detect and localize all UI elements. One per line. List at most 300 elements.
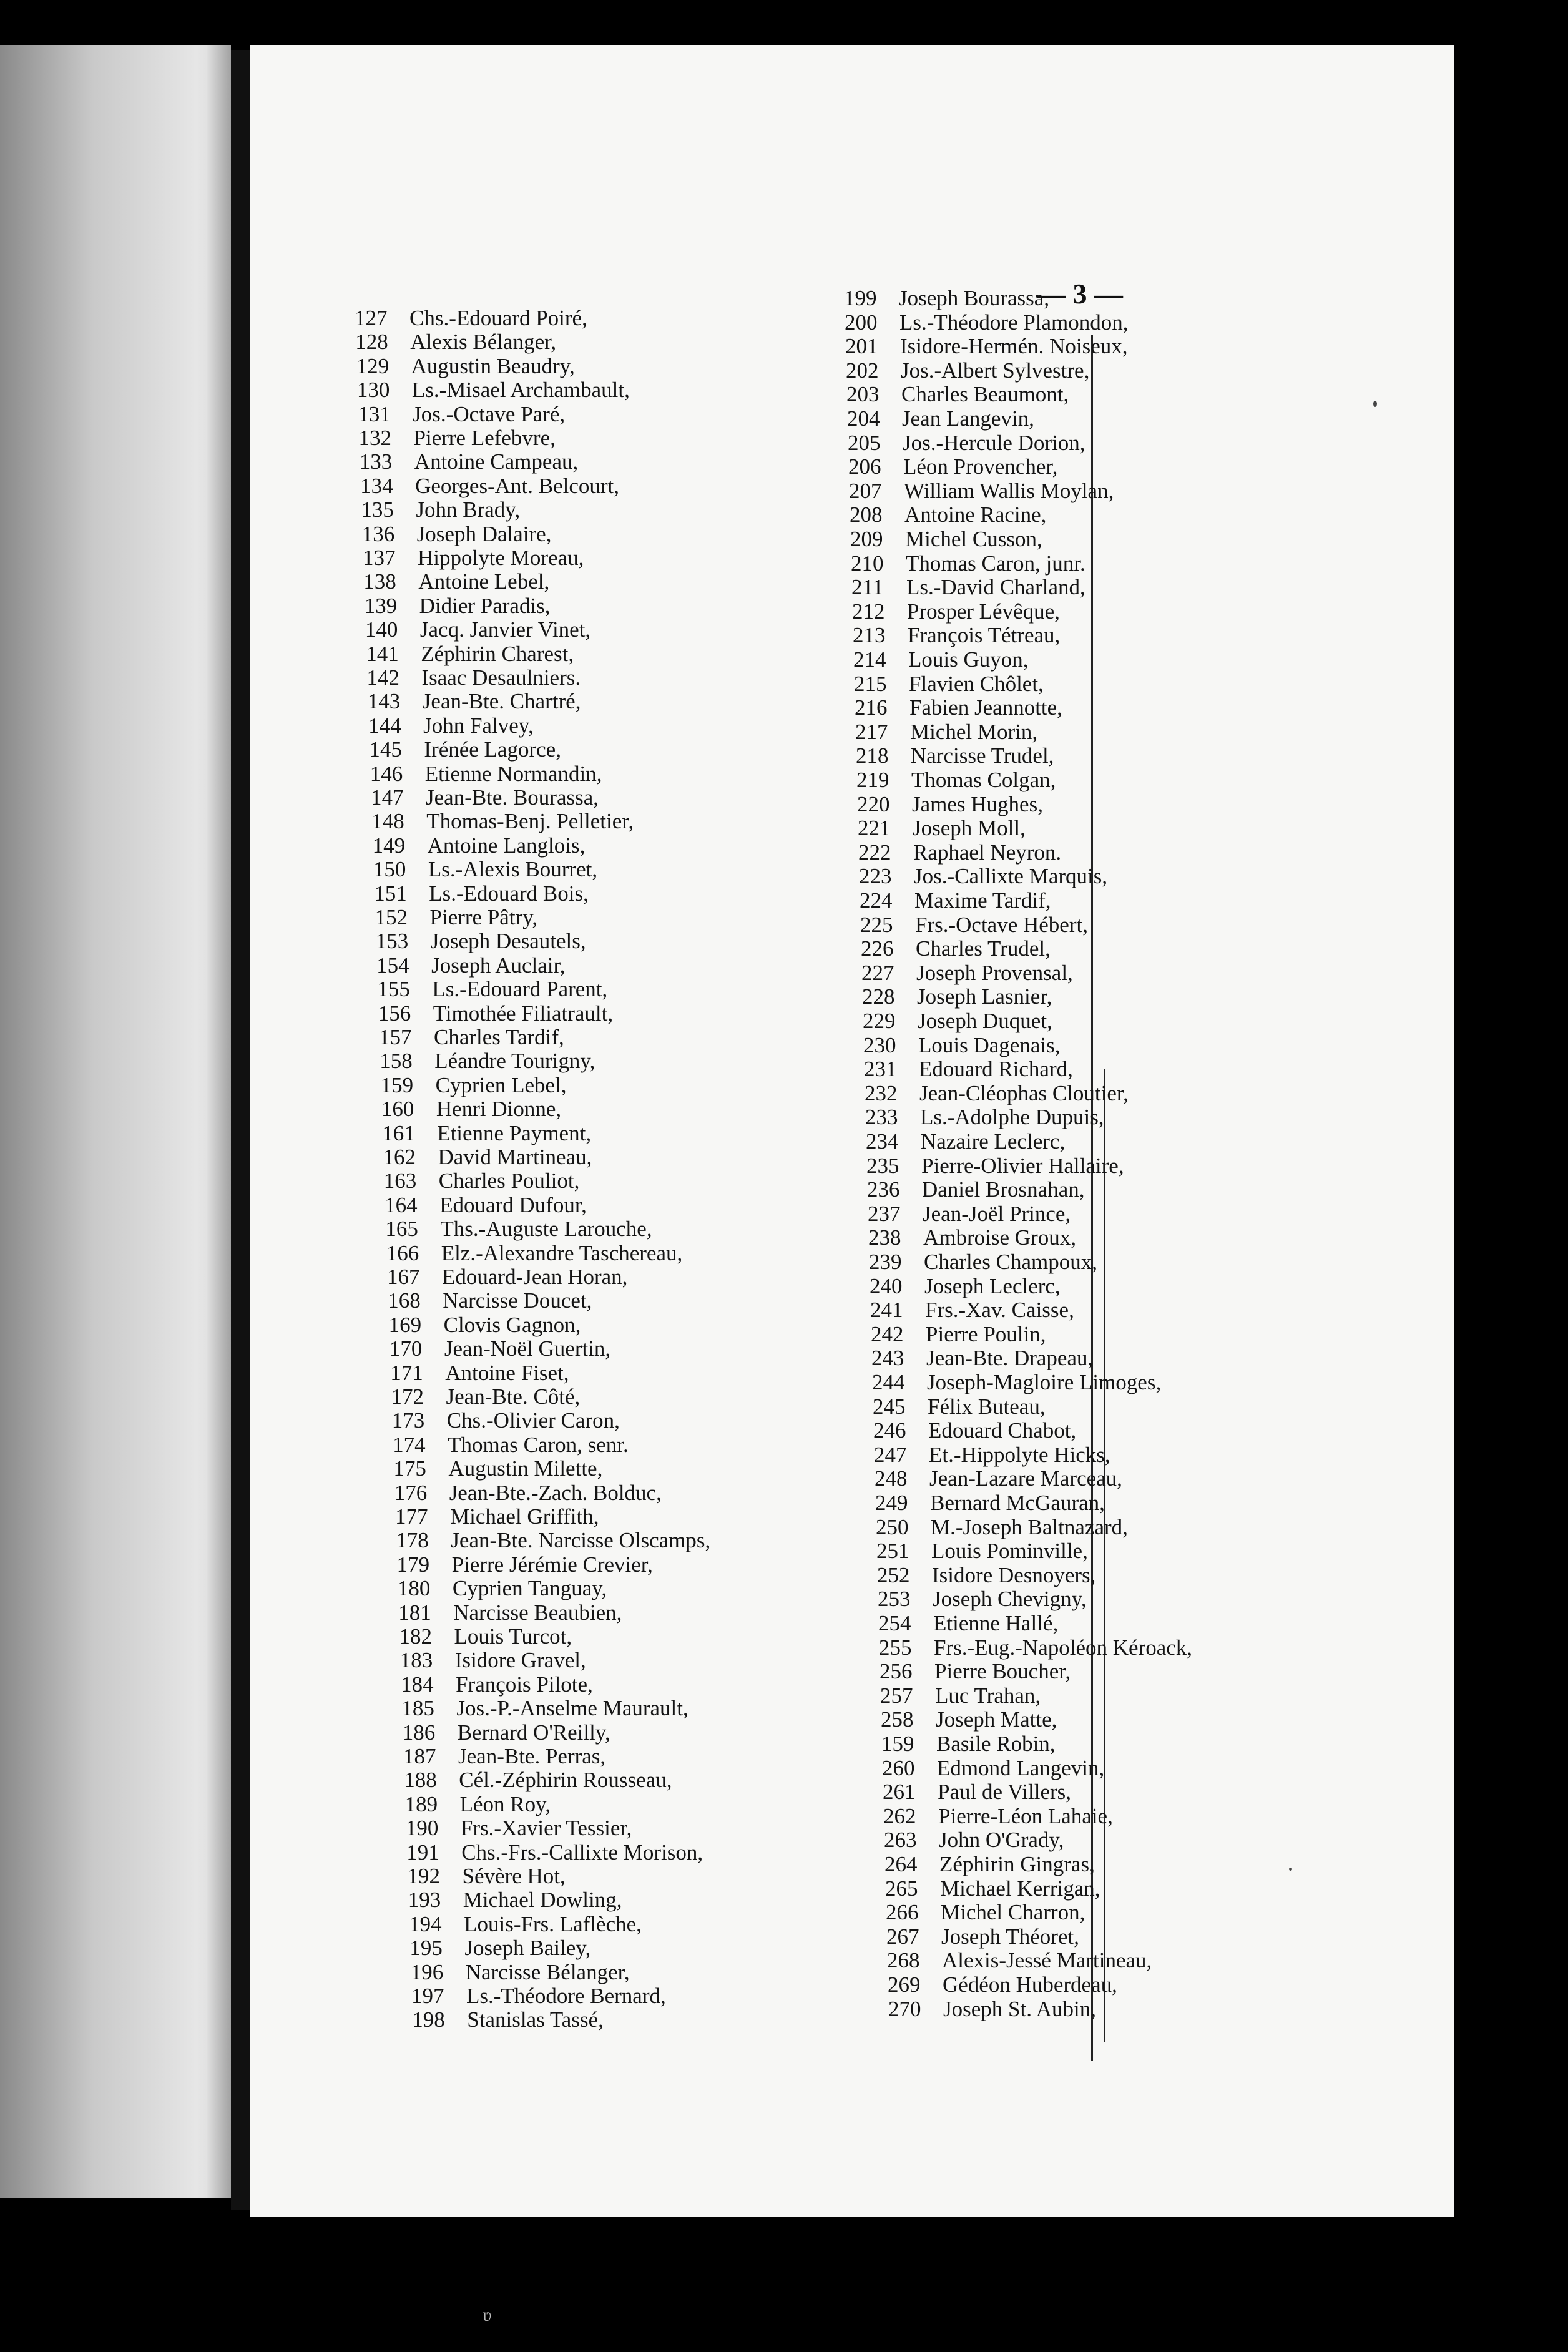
list-entry	[384, 1170, 580, 1192]
entry-number: 217	[855, 719, 888, 744]
entry-name: Jos.-Callixte Marquis,	[914, 864, 1108, 889]
list-entry	[861, 962, 1073, 984]
entry-name: Flavien Chôlet,	[909, 671, 1044, 696]
list-entry	[366, 643, 574, 665]
entry-name: Joseph Chevigny,	[933, 1587, 1087, 1612]
entry-name: Pierre Poulin,	[926, 1321, 1046, 1346]
entry-number: 138	[363, 569, 396, 594]
list-entry	[879, 1637, 1192, 1659]
entry-name: Joseph Théoret,	[941, 1924, 1079, 1949]
list-entry	[368, 715, 534, 737]
entry-number: 155	[377, 977, 410, 1002]
list-entry	[852, 600, 1060, 623]
list-entry	[367, 667, 581, 689]
entry-name: Hippolyte Moreau,	[418, 546, 584, 570]
entry-number: 194	[409, 1911, 442, 1936]
entry-number: 249	[875, 1491, 908, 1515]
list-entry	[873, 1419, 1076, 1442]
list-entry	[386, 1242, 683, 1265]
entry-number: 203	[846, 382, 880, 407]
entry-name: Nazaire Leclerc,	[921, 1129, 1066, 1154]
entry-name: Antoine Fiset,	[445, 1360, 569, 1385]
entry-name: Joseph Duquet,	[918, 1009, 1052, 1033]
entry-name: Louis Dagenais,	[918, 1032, 1061, 1057]
list-entry	[847, 408, 1034, 430]
entry-name: Luc Trahan,	[935, 1683, 1041, 1708]
entry-number: 207	[849, 478, 882, 503]
list-entry	[411, 1961, 630, 1984]
list-entry	[846, 383, 1069, 406]
entry-number: 254	[878, 1611, 911, 1635]
entry-name: Chs.-Olivier Caron,	[446, 1408, 620, 1433]
entry-number: 201	[845, 334, 878, 359]
entry-name: Bernard McGauran,	[930, 1491, 1105, 1515]
column-divider-rule-inner	[1104, 1069, 1105, 2042]
entry-number: 255	[879, 1635, 912, 1660]
entry-number: 180	[397, 1576, 431, 1601]
entry-number: 148	[371, 809, 404, 834]
entry-number: 232	[865, 1080, 898, 1105]
entry-name: Elz.-Alexandre Taschereau,	[441, 1240, 683, 1265]
entry-number: 152	[375, 905, 408, 929]
entry-number: 260	[882, 1755, 915, 1780]
entry-name: Joseph Desautels,	[430, 929, 586, 954]
entry-number: 240	[870, 1273, 903, 1298]
list-entry	[379, 1026, 564, 1049]
entry-number: 134	[360, 473, 393, 498]
entry-number: 176	[394, 1480, 428, 1505]
entry-name: Antoine Langlois,	[427, 833, 586, 858]
list-entry	[408, 1865, 566, 1888]
entry-number: 168	[388, 1288, 421, 1313]
entry-name: Isaac Desaulniers.	[421, 665, 581, 690]
entry-name: Jos.-Octave Paré,	[413, 401, 566, 426]
scan-speck	[1289, 1868, 1292, 1871]
entry-number: 268	[887, 1948, 920, 1973]
entry-name: Michael Kerrigan,	[940, 1876, 1100, 1901]
entry-number: 193	[408, 1888, 441, 1913]
entry-number: 253	[878, 1587, 911, 1612]
entry-name: Joseph St. Aubin,	[943, 1996, 1097, 2021]
entry-name: Pierre-Léon Lahaie,	[938, 1803, 1113, 1828]
entry-name: Etienne Hallé,	[933, 1611, 1059, 1635]
entry-number: 189	[404, 1791, 438, 1816]
list-entry	[356, 355, 575, 378]
list-entry	[863, 1010, 1052, 1032]
entry-name: Cyprien Tanguay,	[452, 1576, 607, 1601]
list-entry	[864, 1058, 1073, 1080]
list-entry	[385, 1194, 587, 1217]
entry-number: 262	[883, 1803, 916, 1828]
entry-name: Joseph Leclerc,	[924, 1273, 1061, 1298]
entry-number: 208	[850, 502, 883, 527]
entry-name: Léon Provencher,	[903, 454, 1058, 479]
list-entry	[363, 571, 549, 593]
entry-name: Narcisse Trudel,	[911, 743, 1054, 768]
entry-number: 264	[884, 1852, 918, 1876]
entry-number: 261	[883, 1780, 916, 1805]
entry-name: David Martineau,	[438, 1145, 592, 1169]
list-entry	[387, 1266, 627, 1288]
list-entry	[849, 480, 1114, 502]
list-entry	[398, 1602, 622, 1624]
list-entry	[355, 307, 587, 330]
entry-number: 269	[888, 1972, 921, 1997]
entry-name: Joseph Matte,	[936, 1707, 1057, 1732]
entry-name: Daniel Brosnahan,	[922, 1177, 1085, 1202]
entry-name: Joseph Lasnier,	[917, 984, 1052, 1009]
entry-name: Joseph Dalaire,	[416, 521, 552, 546]
list-entry	[856, 745, 1054, 767]
list-entry	[845, 311, 1128, 334]
entry-number: 222	[858, 840, 891, 865]
entry-number: 157	[379, 1025, 412, 1049]
entry-number: 204	[847, 406, 880, 431]
entry-number: 226	[861, 936, 894, 961]
entry-number: 211	[851, 575, 884, 600]
entry-name: John Falvey,	[423, 713, 534, 738]
entry-name: Ths.-Auguste Larouche,	[440, 1217, 652, 1242]
entry-number: 212	[852, 599, 885, 624]
entry-number: 163	[383, 1169, 417, 1193]
entry-number: 197	[411, 1984, 444, 2008]
entry-number: 143	[367, 689, 401, 714]
entry-number: 184	[401, 1672, 434, 1697]
list-entry	[854, 673, 1044, 695]
list-entry	[871, 1347, 1093, 1370]
list-entry	[388, 1290, 592, 1312]
entry-number: 179	[396, 1552, 430, 1577]
entry-name: Charles Trudel,	[916, 936, 1051, 961]
entry-number: 206	[848, 454, 881, 479]
entry-name: Jean-Bte. Bourassa,	[426, 785, 599, 810]
entry-number: 156	[378, 1001, 411, 1026]
document-page	[250, 45, 1454, 2217]
entry-name: James Hughes,	[912, 791, 1043, 816]
list-entry	[409, 1937, 590, 1959]
entry-number: 158	[380, 1049, 413, 1074]
entry-name: Henri Dionne,	[436, 1097, 562, 1122]
list-entry	[883, 1781, 1071, 1803]
list-entry	[359, 427, 556, 449]
entry-number: 237	[868, 1201, 901, 1226]
entry-number: 150	[373, 857, 406, 882]
entry-number: 234	[866, 1129, 899, 1154]
entry-name: François Pilote,	[456, 1672, 593, 1697]
list-entry	[395, 1506, 599, 1528]
list-entry	[860, 914, 1088, 936]
entry-name: Frs.-Xav. Caisse,	[925, 1298, 1074, 1323]
list-entry	[845, 335, 1127, 358]
entry-name: Zéphirin Charest,	[421, 641, 574, 666]
entry-number: 132	[358, 426, 391, 450]
list-entry	[846, 360, 1089, 382]
entry-name: Louis-Frs. Laflèche,	[464, 1911, 642, 1936]
list-entry	[870, 1299, 1074, 1321]
list-entry	[371, 786, 599, 809]
entry-name: Basile Robin,	[936, 1732, 1056, 1756]
list-entry	[876, 1516, 1128, 1539]
list-entry	[382, 1122, 591, 1145]
entry-name: Antoine Campeau,	[414, 449, 579, 474]
entry-number: 246	[873, 1418, 906, 1443]
list-entry	[396, 1529, 710, 1552]
entry-number: 169	[388, 1312, 422, 1337]
entry-number: 205	[848, 430, 881, 455]
entry-number: 130	[356, 378, 390, 403]
entry-number: 190	[405, 1816, 439, 1841]
entry-number: 137	[363, 546, 396, 570]
entry-name: Frs.-Xavier Tessier,	[460, 1816, 632, 1841]
list-entry	[881, 1708, 1057, 1731]
entry-number: 136	[361, 521, 395, 546]
entry-name: Edmond Langevin,	[937, 1755, 1105, 1780]
entry-name: Charles Champoux,	[924, 1250, 1098, 1274]
list-entry	[880, 1685, 1041, 1707]
list-entry	[374, 883, 589, 905]
list-entry	[412, 2009, 604, 2031]
entry-number: 267	[886, 1924, 919, 1949]
entry-number: 216	[855, 695, 888, 720]
entry-number: 198	[412, 2007, 445, 2032]
list-entry	[357, 379, 630, 401]
entry-number: 227	[861, 960, 894, 985]
entry-number: 257	[880, 1683, 913, 1708]
entry-number: 171	[390, 1360, 423, 1385]
list-entry	[884, 1829, 1064, 1851]
list-entry	[887, 1949, 1152, 1972]
entry-number: 265	[885, 1876, 918, 1901]
entry-number: 154	[376, 953, 409, 978]
entry-number: 218	[856, 743, 889, 768]
entry-name: Jean-Bte.-Zach. Bolduc,	[449, 1480, 662, 1505]
entry-name: Ls.-Misael Archambault,	[411, 378, 630, 403]
entry-name: François Tétreau,	[908, 623, 1061, 648]
entry-number: 209	[850, 527, 883, 551]
entry-number: 149	[372, 833, 406, 858]
entry-name: Ls.-Adolphe Dupuis,	[920, 1105, 1104, 1130]
list-entry	[383, 1146, 592, 1169]
entry-number: 250	[876, 1514, 909, 1539]
entry-name: Didier Paradis,	[419, 593, 551, 618]
list-entry	[886, 1901, 1085, 1924]
entry-name: Joseph Bourassa,	[899, 286, 1050, 310]
entry-number: 165	[385, 1217, 418, 1242]
entry-number: 195	[409, 1936, 443, 1961]
entry-name: Léon Roy,	[459, 1791, 551, 1816]
list-entry	[390, 1362, 569, 1384]
list-entry	[370, 763, 602, 785]
entry-number: 258	[881, 1707, 914, 1732]
entry-name: Jean-Bte. Côté,	[446, 1384, 581, 1409]
list-entry	[362, 523, 552, 546]
entry-number: 230	[863, 1032, 896, 1057]
entry-name: Jos.-Albert Sylvestre,	[901, 358, 1090, 383]
entry-number: 202	[846, 358, 879, 383]
entry-number: 133	[359, 449, 393, 474]
entry-name: Gédéon Huberdeau,	[943, 1972, 1117, 1997]
entry-number: 224	[860, 888, 893, 913]
entry-number: 183	[399, 1648, 433, 1673]
entry-number: 146	[370, 761, 403, 786]
list-entry	[389, 1314, 581, 1336]
entry-name: Thomas Caron, junr.	[906, 551, 1085, 576]
column-divider-rule	[1091, 335, 1093, 2061]
list-entry	[858, 817, 1026, 840]
entry-number: 241	[870, 1298, 903, 1323]
list-entry	[883, 1805, 1113, 1828]
entry-number: 270	[888, 1996, 921, 2021]
entry-name: Michel Morin,	[910, 719, 1038, 744]
entry-name: Irénée Lagorce,	[424, 737, 561, 762]
facing-page-shadow	[206, 45, 231, 2198]
list-entry	[406, 1817, 632, 1840]
list-entry	[401, 1673, 593, 1696]
entry-name: Jean Langevin,	[902, 406, 1034, 431]
facing-page-edge	[0, 45, 231, 2198]
list-entry	[867, 1178, 1084, 1201]
entry-number: 159	[881, 1732, 914, 1756]
list-entry	[863, 1034, 1060, 1057]
entry-name: Pierre Lefebvre,	[413, 426, 556, 450]
list-entry	[862, 986, 1052, 1008]
entry-number: 177	[395, 1504, 428, 1529]
entry-number: 142	[366, 665, 399, 690]
list-entry	[848, 432, 1085, 454]
list-entry	[850, 504, 1046, 526]
entry-number: 172	[391, 1384, 424, 1409]
entry-number: 181	[398, 1600, 431, 1625]
list-entry	[360, 451, 578, 473]
list-entry	[406, 1841, 703, 1864]
entry-name: Michel Cusson,	[905, 527, 1042, 551]
entry-name: Narcisse Bélanger,	[465, 1959, 630, 1984]
entry-number: 219	[856, 768, 889, 792]
list-entry	[403, 1745, 605, 1768]
entry-number: 225	[860, 912, 893, 937]
entry-name: Ls.-Théodore Plamondon,	[899, 310, 1129, 335]
entry-number: 221	[858, 816, 891, 841]
entry-number: 199	[844, 286, 877, 310]
entry-name: Antoine Lebel,	[418, 569, 550, 594]
entry-number: 248	[875, 1466, 908, 1491]
entry-name: Frs.-Eug.-Napoléon Kéroack,	[934, 1635, 1193, 1660]
entry-number: 210	[851, 551, 884, 576]
entry-name: Chs.-Frs.-Callixte Morison,	[461, 1840, 703, 1864]
entry-name: Edouard-Jean Horan,	[442, 1265, 628, 1289]
list-entry	[858, 841, 1061, 864]
list-entry	[851, 576, 1085, 599]
entry-number: 229	[863, 1009, 896, 1033]
entry-name: William Wallis Moylan,	[904, 478, 1114, 503]
entry-name: Ls.-Théodore Bernard,	[466, 1984, 666, 2008]
entry-number: 160	[381, 1097, 414, 1122]
list-entry	[855, 697, 1062, 719]
entry-number: 215	[854, 671, 887, 696]
list-entry	[884, 1853, 1095, 1876]
entry-name: Maxime Tardif,	[914, 888, 1051, 913]
entry-name: Thomas-Benj. Pelletier,	[426, 809, 634, 834]
list-entry	[405, 1793, 551, 1816]
scan-speck	[1373, 401, 1377, 407]
entry-name: Jean-Bte. Drapeau,	[926, 1346, 1094, 1371]
entry-number: 129	[356, 353, 390, 378]
list-entry	[393, 1458, 602, 1480]
entry-number: 166	[386, 1240, 419, 1265]
bottom-scan-mark: ʋ	[483, 2305, 492, 2325]
entry-number: 243	[871, 1346, 904, 1371]
entry-number: 161	[382, 1120, 415, 1145]
entry-name: Ls.-David Charland,	[906, 575, 1085, 600]
list-entry	[857, 793, 1043, 816]
list-entry	[371, 810, 634, 833]
list-entry	[855, 721, 1037, 743]
entry-name: Alexis Bélanger,	[410, 330, 557, 355]
entry-name: Louis Turcot,	[454, 1624, 572, 1649]
entry-number: 139	[364, 593, 398, 618]
list-entry	[392, 1409, 620, 1432]
entry-name: Michael Dowling,	[463, 1888, 622, 1913]
list-entry	[882, 1757, 1104, 1780]
entry-name: Stanislas Tassé,	[467, 2007, 604, 2032]
entry-name: Edouard Chabot,	[928, 1418, 1077, 1443]
entry-name: Cyprien Lebel,	[435, 1072, 567, 1097]
list-entry	[385, 1218, 652, 1240]
entry-name: Ls.-Edouard Bois,	[429, 881, 589, 906]
entry-number: 167	[387, 1265, 420, 1289]
entry-number: 213	[853, 623, 886, 648]
list-entry	[871, 1323, 1046, 1346]
entry-number: 175	[393, 1456, 426, 1481]
entry-name: Narcisse Beaubien,	[453, 1600, 622, 1625]
entry-number: 159	[380, 1072, 414, 1097]
entry-number: 135	[361, 497, 394, 522]
entry-name: Pierre Jérémie Crevier,	[451, 1552, 653, 1577]
entry-name: Sévère Hot,	[462, 1864, 566, 1888]
list-entry	[369, 738, 561, 761]
entry-number: 185	[401, 1696, 434, 1721]
entry-name: M.-Joseph Baltnazard,	[931, 1514, 1128, 1539]
entry-name: Jean-Bte. Narcisse Olscamps,	[451, 1528, 711, 1553]
entry-number: 173	[391, 1408, 425, 1433]
entry-number: 186	[402, 1720, 436, 1745]
list-entry	[873, 1396, 1046, 1418]
entry-name: Frs.-Octave Hébert,	[915, 912, 1088, 937]
list-entry	[878, 1612, 1058, 1635]
list-entry	[875, 1492, 1105, 1514]
entry-name: Jacq. Janvier Vinet,	[419, 617, 591, 642]
list-entry	[870, 1275, 1061, 1298]
entry-name: Timothée Filiatrault,	[433, 1001, 614, 1026]
entry-name: Charles Tardif,	[434, 1025, 564, 1049]
entry-number: 144	[368, 713, 401, 738]
list-entry	[381, 1074, 567, 1097]
entry-number: 251	[876, 1539, 909, 1564]
entry-name: Chs.-Edouard Poiré,	[409, 306, 587, 330]
list-entry	[376, 930, 586, 953]
list-entry	[848, 456, 1057, 478]
list-entry	[856, 769, 1056, 791]
list-entry	[875, 1468, 1122, 1490]
list-entry	[878, 1588, 1087, 1610]
entry-name: Pierre Pâtry,	[429, 905, 538, 929]
entry-name: Bernard O'Reilly,	[457, 1720, 610, 1745]
entry-name: Joseph Moll,	[913, 816, 1026, 841]
list-entry	[375, 906, 538, 929]
list-entry	[868, 1203, 1071, 1225]
entry-name: Alexis-Jessé Martineau,	[942, 1948, 1152, 1973]
entry-name: Michael Griffith,	[450, 1504, 599, 1529]
